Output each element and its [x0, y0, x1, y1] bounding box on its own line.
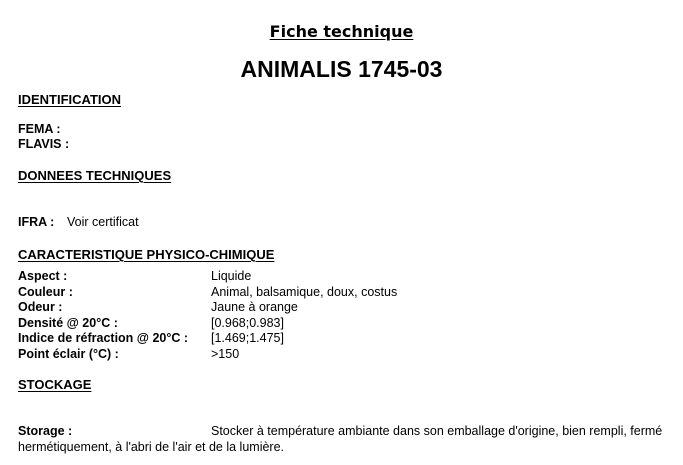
property-label: Aspect : — [18, 269, 68, 283]
section-donnees-heading: DONNEES TECHNIQUES — [18, 168, 172, 183]
section-caracteristique-heading: CARACTERISTIQUE PHYSICO-CHIMIQUE — [18, 247, 275, 262]
storage-label: Storage : — [18, 424, 73, 438]
property-label: Densité @ 20°C : — [18, 316, 118, 330]
section-identification-heading: IDENTIFICATION — [18, 92, 122, 107]
section-stockage-heading: STOCKAGE — [18, 377, 92, 392]
property-value: >150 — [211, 347, 240, 361]
property-label: Indice de réfraction @ 20°C : — [18, 331, 189, 345]
property-value: [0.968;0.983] — [211, 316, 284, 330]
flavis-label: FLAVIS : — [18, 137, 70, 151]
property-value: Jaune à orange — [211, 300, 298, 314]
storage-text: Stocker à température ambiante dans son emballage d'origine, bien rempli, fermé hermétiquement, à l'abri de l'air et de la lumière. — [18, 424, 663, 454]
property-label: Odeur : — [18, 300, 63, 314]
product-title: ANIMALIS 1745-03 — [240, 56, 443, 82]
property-value: [1.469;1.475] — [211, 331, 284, 345]
storage-paragraph — [18, 423, 668, 455]
ifra-label: IFRA : — [18, 215, 55, 229]
property-label: Point éclair (°C) : — [18, 347, 119, 361]
fiche-title: Fiche technique — [269, 22, 414, 41]
property-value: Liquide — [211, 269, 252, 283]
property-label: Couleur : — [18, 285, 73, 299]
ifra-value: Voir certificat — [67, 215, 139, 229]
property-value: Animal, balsamique, doux, costus — [211, 285, 398, 299]
fema-label: FEMA : — [18, 122, 61, 136]
